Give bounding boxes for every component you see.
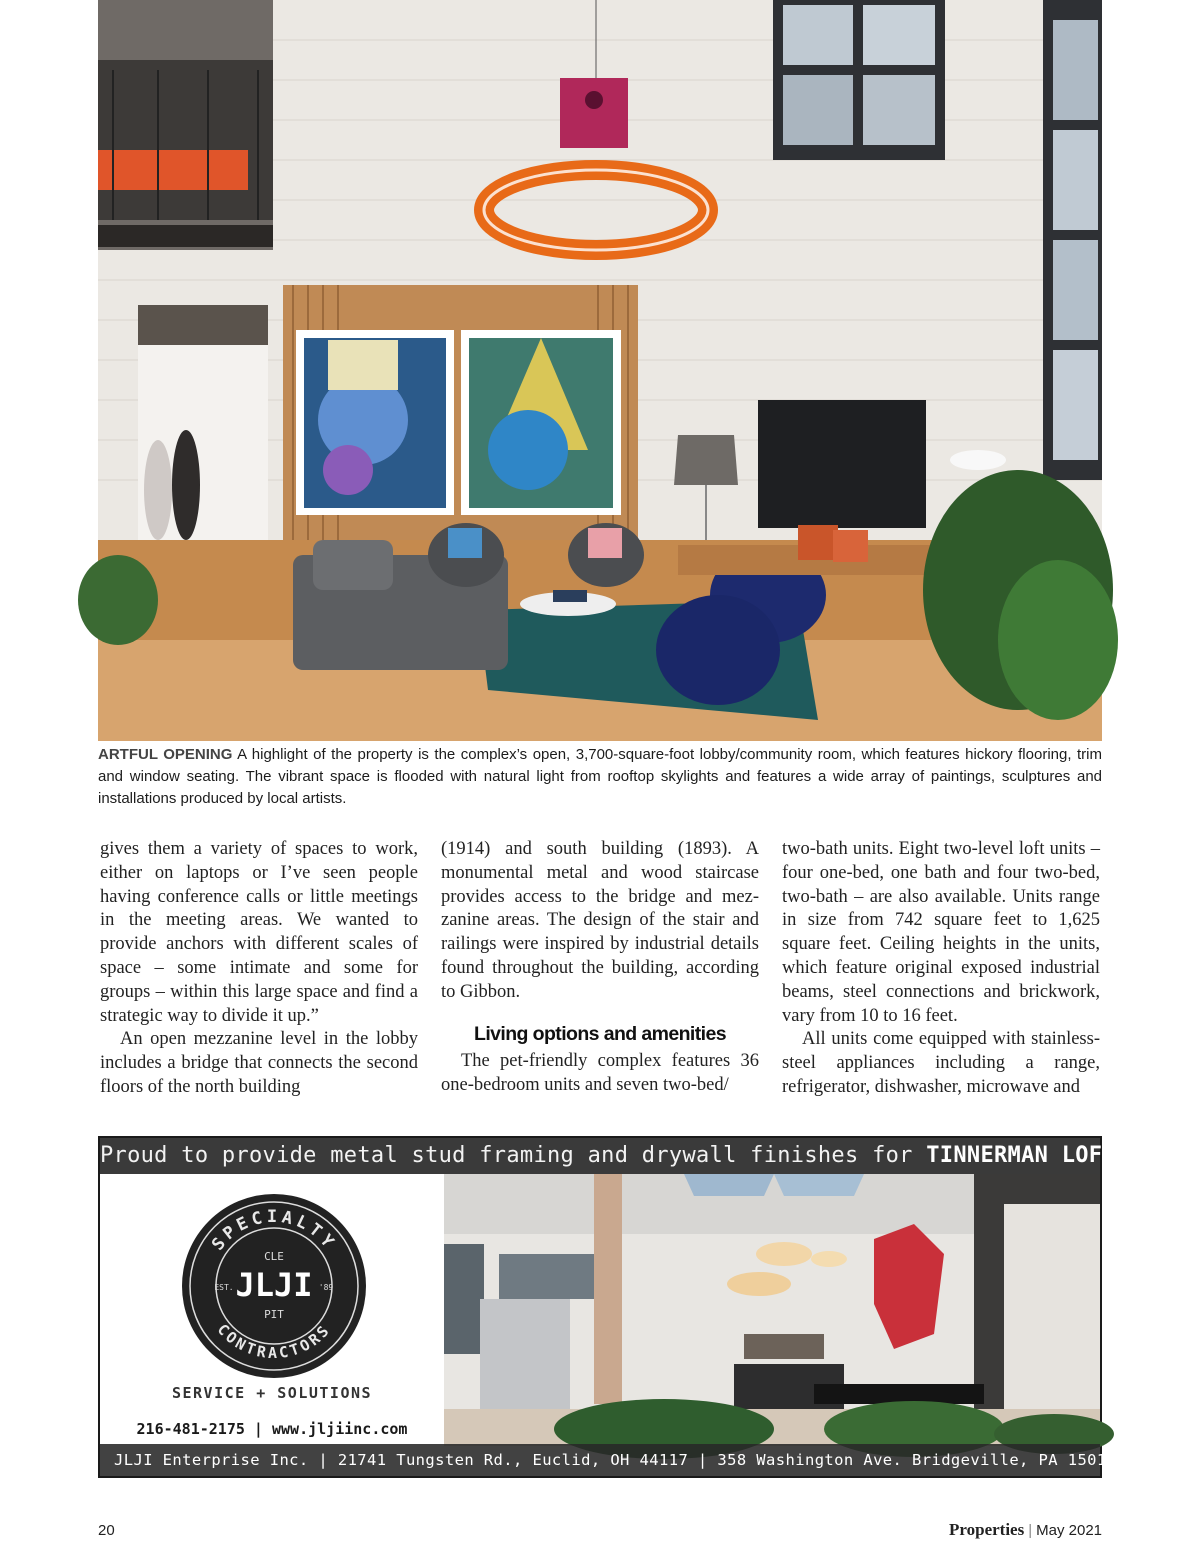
article-column-1 (100, 838, 418, 1100)
seal-bottom-arc: CONTRACTORS (213, 1320, 335, 1362)
ad-header (100, 1138, 1130, 1174)
paragraph: All units come equipped with stainless-steel appliances including a range, refrigerator, dishwasher, microwave and (782, 1029, 1100, 1097)
issue-date: May 2021 (1036, 1522, 1102, 1539)
paragraph: The pet-friendly complex features 36 one-bedroom units and seven two-bed/ (441, 1051, 759, 1096)
lobby-illustration (98, 0, 1102, 741)
footer-separator: | (1028, 1522, 1033, 1539)
article-column-3 (782, 838, 1100, 1100)
photo-caption (98, 744, 1102, 810)
ad-loft-photo (444, 1174, 1100, 1446)
ad-service-tagline: SERVICE + SOLUTIONS (171, 1384, 373, 1402)
article-column-2 (441, 838, 759, 1098)
seal-city-top: CLE (264, 1250, 284, 1263)
lobby-photo (98, 0, 1102, 741)
publication-name: Properties (949, 1520, 1025, 1539)
seal-est: EST. (214, 1283, 234, 1292)
seal-year: '89 (318, 1283, 334, 1292)
ad-header-project: TINNERMAN LOFTS (926, 1143, 1130, 1168)
paragraph: two-bath units. Eight two-level loft units – four one-bed, one bath and four two-bed, two-bath – are also available. Units range in size from 742 square feet to 1,625 square feet. Ceiling heights in the units, which feature original exposed industrial beams, steel connections and brickwork, vary from 10 to 16 feet. (782, 839, 1100, 1026)
ad-footer-addresses: JLJI Enterprise Inc. | 21741 Tungsten Rd., Euclid, OH 44117 | 358 Washington Ave. Bridgeville, PA 15017 (100, 1444, 1100, 1476)
ad-contact: 216-481-2175 | www.jljiinc.com (136, 1420, 408, 1438)
caption-lead: ARTFUL OPENING (98, 746, 233, 763)
paragraph: (1914) and south building (1893). A monumental metal and wood staircase provides access to the bridge and mezzanine areas. The design of the stair and railings were inspired by industrial details found throughout the building, according to Gibbon. (441, 839, 759, 1002)
ad-header-text: Proud to provide metal stud framing and drywall finishes for (100, 1143, 927, 1168)
jlji-seal-logo (180, 1192, 368, 1380)
jlji-advertisement (98, 1136, 1130, 1478)
page-number: 20 (98, 1522, 115, 1539)
paragraph: gives them a variety of spaces to work, either on laptops or I’ve seen people having conference calls or little meetings in the meeting areas. We wanted to provide anchors with different scales of space – some intimate and some for groups – within this large space and find a strategic way to divide it up.” (100, 839, 418, 1026)
caption-text: A highlight of the property is the complex’s open, 3,700-square-foot lobby/community room, which features hickory flooring, trim and window seating. The vibrant space is flooded with natural light from rooftop skylights and features a wide array of paintings, sculptures and installations produced by local artists. (98, 746, 1103, 807)
section-subhead: Living options and amenities (474, 1022, 726, 1045)
ad-logo-panel (100, 1174, 444, 1444)
seal-top-arc: SPECIALTY (208, 1207, 340, 1255)
seal-city-bottom: PIT (264, 1308, 284, 1321)
paragraph: An open mezzanine level in the lobby includes a bridge that connects the second floors of the north building (100, 1029, 418, 1097)
seal-name: JLJI (235, 1266, 313, 1304)
running-footer (949, 1520, 1102, 1540)
